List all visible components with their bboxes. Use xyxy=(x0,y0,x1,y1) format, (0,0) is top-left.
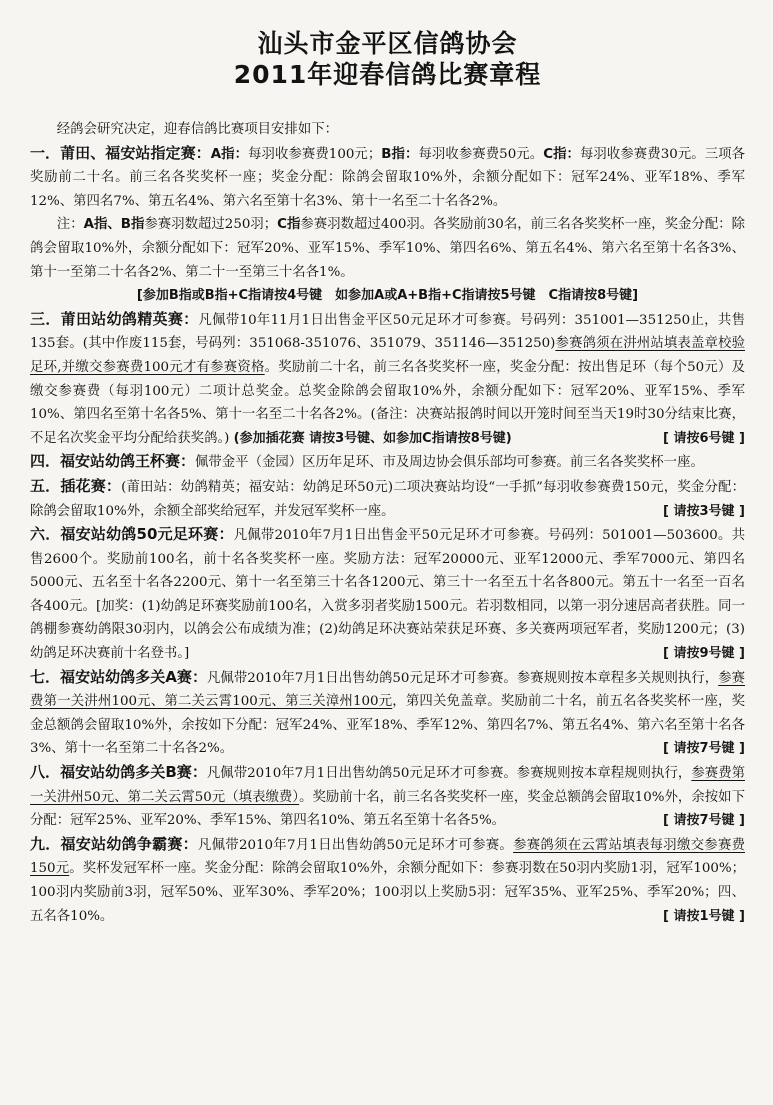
section-3 xyxy=(30,308,745,451)
section-5 xyxy=(30,475,745,523)
section-6 xyxy=(30,523,745,666)
section-3-key: [ 请按6号键 ] xyxy=(663,430,745,446)
section-1-a-label: A指： xyxy=(210,146,249,162)
section-1-b-text: 每羽收参赛费50元。 xyxy=(418,146,544,162)
section-1-c-label: C指： xyxy=(543,146,580,162)
section-1 xyxy=(30,142,745,214)
section-9-text-1: 凡佩带2010年7月1日出售幼鸽50元足环才可参赛。 xyxy=(197,837,514,853)
section-5-key: [ 请按3号键 ] xyxy=(663,503,745,519)
title-line-2: 2011年迎春信鸽比赛章程 xyxy=(233,60,542,89)
section-3-heading: 三．莆田站幼鸽精英赛： xyxy=(30,309,199,328)
section-1-keys xyxy=(30,284,745,308)
section-7-underlined: 参赛费第一关汫州100元、第二关云霄100元、第三关漳州100元 xyxy=(30,670,745,710)
title-line-1: 汕头市金平区信鸽协会 xyxy=(257,29,518,58)
section-7-text-1: 凡佩带2010年7月1日出售幼鸽50元足环才可参赛。参赛规则按本章程多关规则执行， xyxy=(206,670,719,686)
section-8-text-2: 。奖励前十名，前三名各奖奖杯一座，奖金总额鸽会留取10%外，余按如下分配：冠军25%、亚军20%、季军15%、第四名10%、第五名至第十名各5%。 xyxy=(30,789,745,829)
section-8-underlined: 参赛费第一关汫州50元、第二关云霄50元（填表缴费） xyxy=(30,766,746,805)
section-4 xyxy=(30,450,745,475)
section-7-text-2: ，第四关免盖章。奖励前二十名，前五名各奖奖杯一座，奖金总额鸽会留取10%外，余按如下分配：冠军24%、亚军18%、季军12%、第四名7%、第五名4%、第六名至第十名各3%、第十一名至第二十名各2%。 xyxy=(30,694,745,757)
section-1-b-label: B指： xyxy=(381,146,419,162)
section-1-note xyxy=(30,213,745,284)
section-1-note-mid: 参赛羽数超过250羽； xyxy=(144,217,278,233)
section-9-text-2: 。奖杯发冠军杯一座。奖金分配：除鸽会留取10%外，余额分配如下：参赛羽数在50羽内奖励1羽，冠军100%；100羽内奖励前3羽，冠军50%、亚军30%、季军20%；100羽以上奖励5羽：冠军35%、亚军25%、季军20%；四、五名各10%。 xyxy=(30,861,745,924)
section-1-note-rest: 参赛羽数超过400羽。各奖励前30名，前三名各奖奖杯一座，奖金分配：除鸽会留取10%外，余额分配如下：冠军20%、亚军15%、季军10%、第四名6%、第五名4%、第六名至第十名各3%、第十一至第二十名各2%、第二十一至第三十名各1%。 xyxy=(30,217,746,280)
section-6-key: [ 请按9号键 ] xyxy=(663,646,745,662)
section-9 xyxy=(30,833,745,928)
section-6-heading: 六．福安站幼鸽50元足环赛： xyxy=(30,525,234,544)
section-7-key: [ 请按7号键 ] xyxy=(663,741,745,757)
section-7-heading: 七．福安站幼鸽多关A赛： xyxy=(30,667,207,686)
section-6-text: 凡佩带2010年7月1日出售金平50元足环才可参赛。号码列：501001—503600。共售2600个。奖励前100名，前十名各奖奖杯一座。奖励方法：冠军20000元、亚军12000元、季军7000元、第四名5000元、五名至十名各2200元、第十一名至第三十名各1200元、第三十一名至五十名各800元。第五十一名至一百名各400元。[加奖：(1)幼鸽足环赛奖励前100名，入赏多羽者奖励1500元。若羽数相同，以第一羽分速居高者获胜。同一鸽棚参赛幼鸽限30羽内，以鸽会公布成绩为准；(2)幼鸽足环决赛站荣获足环赛、多关赛两项冠军者，奖励1200元；(3)幼鸽足环决赛前十名登书。] xyxy=(30,528,745,662)
section-9-underlined: 参赛鸽须在云霄站填表每羽缴交参赛费150元 xyxy=(30,837,745,877)
section-3-text-2: 。奖励前二十名，前三名各奖奖杯一座，奖金分配：按出售足环（每个50元）及缴交参赛费（每羽100元）二项计总奖金。总奖金除鸽会留取10%外，余额分配如下：冠军20%、亚军15%、季军10%、第四名至第十名各5%、第十一名至二十名各2%。(备注：决赛站报鸽时间以开笼时间至当天19时30分结束比赛，不足名次奖金平均分配给获奖鸽。) xyxy=(30,359,745,446)
document-title xyxy=(30,28,745,90)
section-8-key: [ 请按7号键 ] xyxy=(663,813,745,829)
section-8-heading: 八．福安站幼鸽多关B赛： xyxy=(30,763,207,782)
section-8-text-1: 凡佩带2010年7月1日出售幼鸽50元足环才可参赛。参赛规则按本章程规则执行， xyxy=(206,766,692,782)
section-9-key: [ 请按1号键 ] xyxy=(663,908,745,924)
section-1-c-text: 每羽收参赛费30元。三项各奖励前二十名。前三名各奖奖杯一座；奖金分配：除鸽会留取10%外，余额分配如下：冠军24%、亚军18%、季军12%、第四名7%、第五名4%、第六名至第十名3%、第十一名至二十名各2%。 xyxy=(30,146,745,209)
section-1-a-text: 每羽收参赛费100元； xyxy=(248,146,382,162)
section-1-note-ab: A指、B指 xyxy=(83,217,145,233)
section-1-key-instructions: [参加B指或B指+C指请按4号键 如参加A或A+B指+C指请按5号键 C指请按8号键] xyxy=(136,288,639,304)
section-5-heading: 五．插花赛： xyxy=(30,476,122,495)
section-3-underlined: 参赛鸽须在汫州站填表盖章校验足环,并缴交参赛费100元才有参赛资格 xyxy=(30,336,745,375)
section-7 xyxy=(30,666,745,761)
section-4-text: 佩带金平（金园）区历年足环、市及周边协会俱乐部均可参赛。前三名各奖奖杯一座。 xyxy=(195,455,704,471)
section-1-note-c: C指 xyxy=(277,217,301,233)
section-1-heading: 一．莆田、福安站指定赛： xyxy=(30,143,211,162)
section-4-heading: 四．福安站幼鸽王杯赛： xyxy=(30,452,196,471)
section-9-heading: 九．福安站幼鸽争霸赛： xyxy=(30,834,198,853)
section-8 xyxy=(30,761,745,833)
section-5-text: (莆田站：幼鸽精英；福安站：幼鸽足环50元)二项决赛站均设“一手抓”每羽收参赛费150元，奖金分配：除鸽会留取10%外，余额全部奖给冠军，并发冠军奖杯一座。 xyxy=(30,479,745,519)
intro-text: 经鸽会研究决定，迎春信鸽比赛项目安排如下： xyxy=(56,122,338,137)
section-3-keys-mid: (参加插花赛 请按3号键、如参加C指请按8号键) xyxy=(233,430,512,446)
section-1-note-prefix: 注： xyxy=(56,217,84,233)
section-3-text-1: 凡佩带10年11月1日出售金平区50元足环才可参赛。号码列：351001—351250止，共售135套。(其中作废115套，号码列：351068-351076、351079、351146—351250) xyxy=(30,312,745,352)
